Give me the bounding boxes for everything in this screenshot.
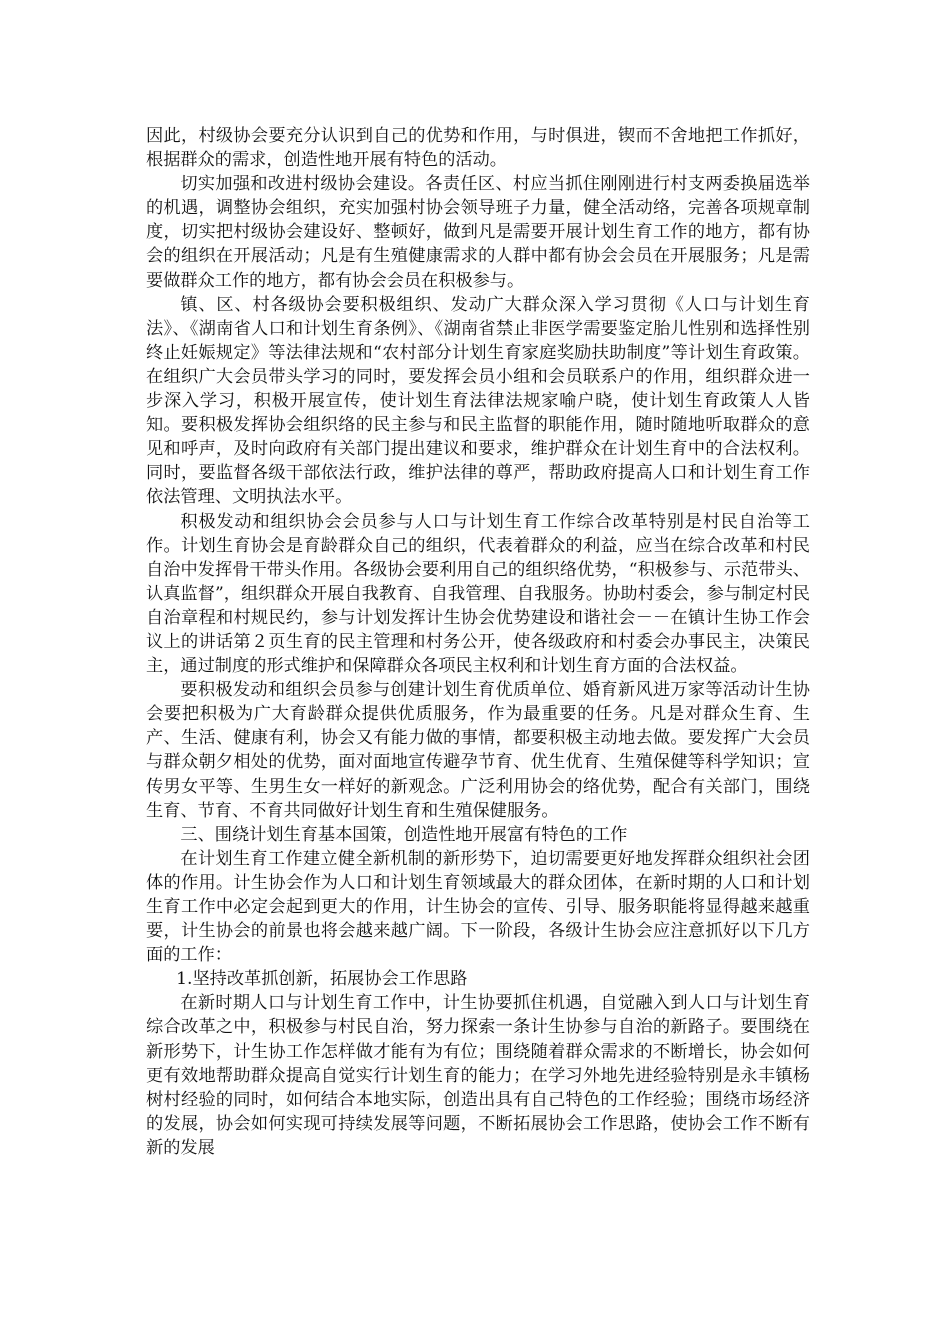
paragraph-quality-service: 要积极发动和组织会员参与创建计划生育优质单位、婚育新风进万家等活动计生协会要把积极为广大育龄群众提供优质服务，作为最重要的任务。凡是对群众生育、生产、生活、健康有利，协会又有能力做的事情，都要积极主动地去做。要发挥广大会员与群众朝夕相处的优势，面对面地宣传避孕节育、优生优育、生殖保健等科学知识；宣传男女平等、生男生女一样好的新观念。广泛利用协会的络优势，配合有关部门，围绕生育、节育、不育共同做好计划生育和生殖保健服务。: [146, 680, 810, 821]
subsection-heading: 1.坚持改革抓创新，拓展协会工作思路: [176, 969, 468, 990]
paragraph-new-situation: 在计划生育工作建立健全新机制的新形势下，迫切需要更好地发挥群众组织社会团体的作用。计生协会作为人口和计划生育领域最大的群众团体，在新时期的人口和计划生育工作中必定会起到更大的作用，计生协会的宣传、引导、服务职能将显得越来越重要，计生协会的前景也将会越来越广阔。下一阶段，各级计生协会应注意抓好以下几方面的工作：: [146, 848, 810, 966]
paragraph-continuation: 因此，村级协会要充分认识到自己的优势和作用，与时俱进，锲而不舍地把工作抓好，根据群众的需求，创造性地开展有特色的活动。: [146, 126, 810, 171]
paragraph-innovation: 在新时期人口与计划生育工作中，计生协要抓住机遇，自觉融入到人口与计划生育综合改革之中，积极参与村民自治，努力探索一条计生协参与自治的新路子。要围绕在新形势下，计生协工作怎样做才能有为有位；围绕随着群众需求的不断增长，协会如何更有效地帮助群众提高自觉实行计划生育的能力；在学习外地先进经验特别是永丰镇杨树村经验的同时，如何结合本地实际，创造出具有自己特色的工作经验；围绕市场经济的发展，协会如何实现可持续发展等问题，不断拓展协会工作思路，使协会工作不断有新的发展: [146, 993, 810, 1158]
document-body: [146, 124, 810, 1160]
paragraph-reform-participation: 积极发动和组织协会会员参与人口与计划生育工作综合改革特别是村民自治等工作。计划生育协会是育龄群众自己的组织，代表着群众的利益，应当在综合改革和村民自治中发挥骨干带头作用。各级协会要利用自己的组织络优势，“积极参与、示范带头、认真监督”，组织群众开展自我教育、自我管理、自我服务。协助村委会，参与制定村民自治章程和村规民约，参与计划发挥计生协会优势建设和谐社会－－在镇计生协工作会议上的讲话第２页生育的民主管理和村务公开，使各级政府和村委会办事民主，决策民主，通过制度的形式维护和保障群众各项民主权利和计划生育方面的合法权益。: [146, 511, 810, 677]
paragraph-law-study: 镇、区、村各级协会要积极组织、发动广大群众深入学习贯彻《人口与计划生育法》、《湖南省人口和计划生育条例》、《湖南省禁止非医学需要鉴定胎儿性别和选择性别终止妊娠规定》等法律法规和“农村部分计划生育家庭奖励扶助制度”等计划生育政策。在组织广大会员带头学习的同时，要发挥会员小组和会员联系户的作用，组织群众进一步深入学习，积极开展宣传，使计划生育法律法规家喻户晓，使计划生育政策人人皆知。要积极发挥协会组织络的民主参与和民主监督的职能作用，随时随地听取群众的意见和呼声，及时向政府有关部门提出建议和要求，维护群众在计划生育中的合法权利。同时，要监督各级干部依法行政，维护法律的尊严，帮助政府提高人口和计划生育工作依法管理、文明执法水平。: [146, 294, 810, 508]
section-heading: 三、围绕计划生育基本国策，创造性地开展富有特色的工作: [180, 824, 628, 845]
paragraph-village-association: 切实加强和改进村级协会建设。各责任区、村应当抓住刚刚进行村支两委换届选举的机遇，调整协会组织，充实加强村协会领导班子力量，健全活动络，完善各项规章制度，切实把村级协会建设好、整顿好，做到凡是需要开展计划生育工作的地方，都有协会的组织在开展活动；凡是有生殖健康需求的人群中都有协会会员在开展服务；凡是需要做群众工作的地方，都有协会会员在积极参与。: [146, 174, 810, 291]
